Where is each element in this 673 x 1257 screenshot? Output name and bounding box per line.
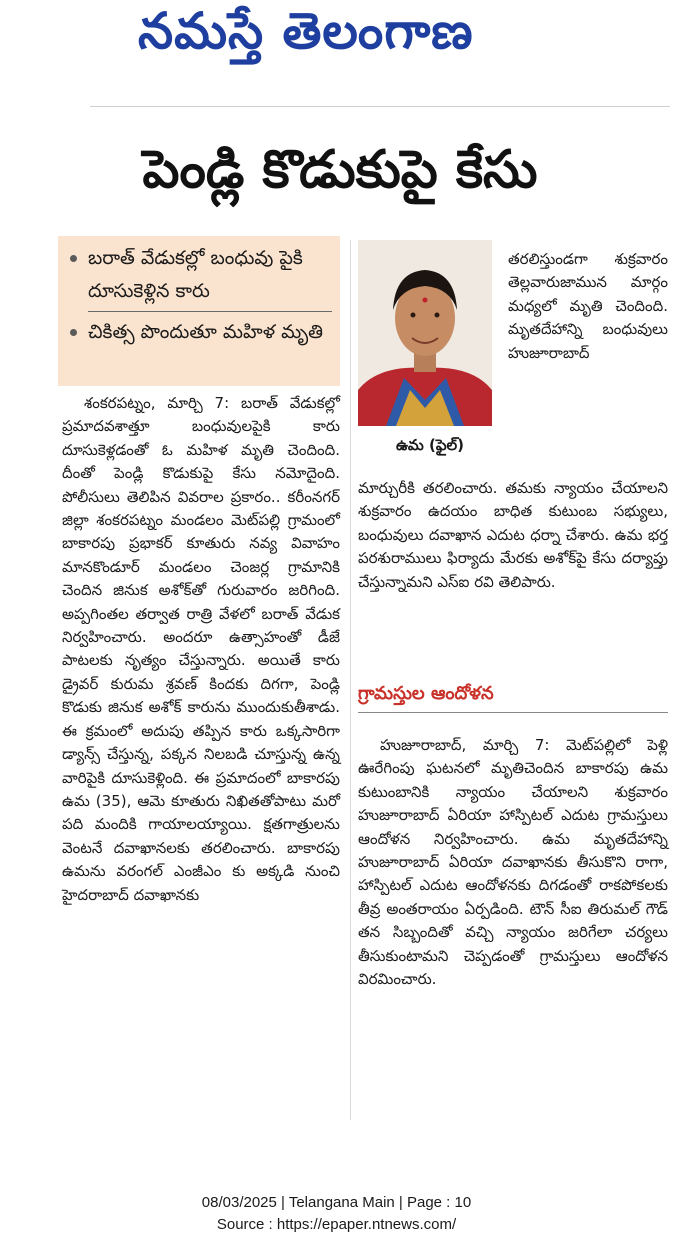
article-body-text: తరలిస్తుండగా శుక్రవారం తెల్లవారుజామున మార్గం మధ్యలో మృతి చెందింది. మృతదేహాన్ని బంధువులు హుజూరాబాద్	[508, 250, 668, 362]
page-footer	[0, 1192, 673, 1236]
highlight-item	[70, 316, 332, 349]
article-left-column	[62, 392, 340, 907]
photo-caption: ఉమ (ఫైల్)	[395, 436, 465, 454]
highlight-text: చికిత్స పొందుతూ మహిళ మృతి	[88, 321, 323, 343]
bullet-icon	[70, 255, 77, 262]
article-body-text: శంకరపట్నం, మార్చి 7: బరాత్ వేడుకల్లో ప్రమాదవశాత్తూ బంధువులపైకి కారు దూసుకెళ్లడంతో ఓ మహిళ మృతి చెందింది. దీంతో పెండ్లి కొడుకుపై కేసు నమోదైంది. పోలీసులు తెలిపిన వివరాల ప్రకారం.. కరీంనగర్ జిల్లా శంకరపట్నం మండలం మెట్‌పల్లి గ్రామంలో బాకారపు ప్రభాకర్ కూతురు నవ్య వివాహం మానకొండూర్ మండలం చెంజర్ల గ్రామానికి చెందిన జినుక అశోక్‌తో గురువారం జరిగింది. అప్పగింతల తర్వాత రాత్రి వేళలో బరాత్ వేడుక నిర్వహించారు. అందరూ ఉత్సాహంతో డీజే పాటలకు నృత్యం చేస్తున్నారు. అయితే కారు డ్రైవర్ కురుమ శ్రవణ్ కిందకు దిగగా, పెండ్లి కొడుకు జినుక అశోక్ కారును ముందుకుతీశాడు. ఈ క్రమంలో అదుపు తప్పిన కారు ఒక్కసారిగా డ్యాన్స్ చేస్తున్న, పక్కన నిలబడి చూస్తున్న ఉన్న వారిపైకి దూసుకెళ్లింది. ఈ ప్రమాదంలో బాకారపు ఉమ (35), ఆమె కూతురు నిఖితతోపాటు మరో పది మందికి గాయాలయ్యాయి. క్షతగాత్రులను వెంటనే దవాఖానలకు తరలించారు. బాకారపు ఉమను వరంగల్ ఎంజీఎం కు అక్కడి నుంచి హైదరాబాద్ దవాఖానకు	[62, 394, 340, 904]
article-right-top-column	[508, 248, 668, 365]
section-divider	[358, 712, 668, 713]
footer-source-link[interactable]: Source : https://epaper.ntnews.com/	[216, 1216, 457, 1233]
article-body-text: మార్చురీకి తరలించారు. తమకు న్యాయం చేయాలని శుక్రవారం ఉదయం బాధిత కుటుంబ సభ్యులు, బంధువులు దవాఖాన ఎదుట ధర్నా చేశారు. ఉమ భర్త పరశురాములు ఫిర్యాదు మేరకు అశోక్‌పై కేసు దర్యాప్తు చేస్తున్నామని ఎస్ఐ రవి తెలిపారు.	[358, 479, 668, 591]
highlights-box	[58, 236, 340, 386]
footer-edition-info: 08/03/2025 | Telangana Main | Page : 10	[201, 1194, 472, 1211]
masthead-divider	[90, 106, 670, 107]
portrait-photo	[358, 240, 492, 426]
article-right-bottom-column	[358, 734, 668, 991]
highlight-text: బరాత్ వేడుకల్లో బంధువు పైకి దూసుకెళ్లిన కారు	[88, 247, 303, 302]
masthead	[0, 0, 673, 100]
article-headline: పెండ్లి కొడుకుపై కేసు	[142, 140, 538, 200]
newspaper-logo-title: నమస్తే తెలంగాణ	[138, 2, 474, 60]
section-heading: గ్రామస్తుల ఆందోళన	[358, 683, 494, 704]
column-divider	[350, 240, 351, 1120]
highlight-item	[70, 242, 332, 308]
portrait-image-icon	[358, 240, 492, 426]
article-body-text: హుజూరాబాద్, మార్చి 7: మెట్‌పల్లిలో పెళ్లి ఊరేగింపు ఘటనలో మృతిచెందిన బాకారపు ఉమ కుటుంబానికి న్యాయం చేయాలని శుక్రవారం హుజూరాబాద్ ఏరియా హాస్పిటల్ ఎదుట గ్రామస్తులు ఆందోళన నిర్వహించారు. ఉమ మృతదేహాన్ని హుజూరాబాద్ ఏరియా దవాఖానకు తీసుకొని రాగా, హాస్పిటల్ ఎదుట ఆందోళనకు దిగడంతో రాకపోకలకు తీవ్ర అంతరాయం ఏర్పడింది. టౌన్ సీఐ తిరుమల్ గౌడ్ తన సిబ్బందితో వచ్చి న్యాయం జరిగేలా చర్యలు తీసుకుంటామని చెప్పడంతో గ్రామస్తులు ఆందోళన విరమించారు.	[358, 736, 668, 989]
highlight-divider	[88, 311, 332, 312]
article-right-column	[358, 477, 668, 594]
bullet-icon	[70, 329, 77, 336]
